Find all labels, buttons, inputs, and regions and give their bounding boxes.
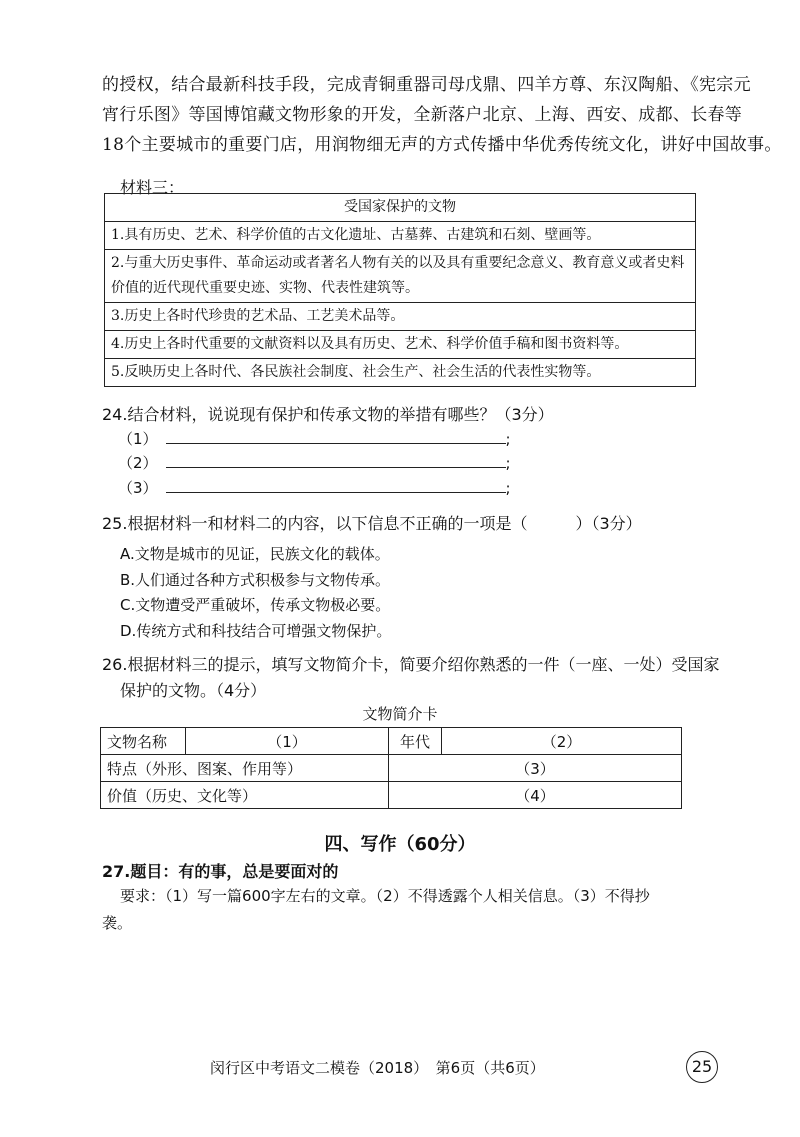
material-3-title: 材料三：	[120, 178, 185, 197]
answer-line-2[interactable]	[118, 452, 511, 473]
paragraph-line-2: 宵行乐图》等国博馆藏文物形象的开发，全新落户北京、上海、西安、成都、长春等	[102, 105, 743, 125]
page-footer: 闵行区中考语文二模卷（2018） 第6页（共6页）	[210, 1059, 545, 1077]
question-26-line-1: 26.根据材料三的提示，填写文物简介卡，简要介绍你熟悉的一件（一座、一处）受国家	[102, 655, 720, 674]
question-27-title: 27.题目：有的事，总是要面对的	[102, 862, 339, 881]
table-row: 3.历史上各时代珍贵的艺术品、工艺美术品等。	[105, 303, 696, 331]
blank-end: ;	[505, 479, 511, 497]
blank-underline	[166, 429, 506, 444]
option-c[interactable]: C.文物遭受严重破坏，传承文物极必要。	[120, 596, 391, 614]
blank-end: ;	[505, 430, 511, 448]
option-d[interactable]: D.传统方式和科技结合可增强文物保护。	[120, 622, 392, 640]
relic-info-card	[100, 727, 682, 809]
paragraph-line-3: 18个主要城市的重要门店，用润物细无声的方式传播中华优秀传统文化，讲好中国故事。	[102, 135, 782, 155]
blank-label: （2）	[118, 454, 158, 472]
question-24: 24.结合材料，说说现有保护和传承文物的举措有哪些？（3分）	[102, 405, 554, 424]
paragraph-line-1: 的授权，结合最新科技手段，完成青铜重器司母戊鼎、四羊方尊、东汉陶船、《宪宗元	[102, 75, 751, 95]
blank-end: ;	[505, 454, 511, 472]
feature-label: 特点（外形、图案、作用等）	[101, 755, 389, 782]
requirements-line-1: 要求：（1）写一篇600字左右的文章。（2）不得透露个人相关信息。（3）不得抄	[120, 887, 650, 905]
name-label: 文物名称	[101, 728, 186, 755]
option-b[interactable]: B.人们通过各种方式积极参与文物传承。	[120, 571, 391, 589]
option-a[interactable]: A.文物是城市的见证，民族文化的载体。	[120, 545, 390, 563]
blank-label: （3）	[118, 479, 158, 497]
question-25: 25.根据材料一和材料二的内容，以下信息不正确的一项是（ ）（3分）	[102, 514, 642, 533]
value-blank[interactable]: （4）	[389, 782, 682, 809]
blank-underline	[166, 478, 506, 493]
section-4-title: 四、写作（60分）	[324, 834, 476, 855]
answer-line-3[interactable]	[118, 477, 511, 498]
answer-line-1[interactable]	[118, 428, 511, 449]
blank-label: （1）	[118, 430, 158, 448]
table-row: 5.反映历史上各时代、各民族社会制度、社会生产、社会生活的代表性实物等。	[105, 359, 696, 387]
page-number-badge: 25	[686, 1051, 718, 1083]
value-label: 价值（历史、文化等）	[101, 782, 389, 809]
feature-blank[interactable]: （3）	[389, 755, 682, 782]
era-blank[interactable]: （2）	[442, 728, 682, 755]
name-blank[interactable]: （1）	[186, 728, 389, 755]
protected-relics-table	[104, 193, 696, 387]
table-head: 受国家保护的文物	[105, 194, 696, 222]
card-title: 文物简介卡	[362, 705, 438, 723]
table-row: 2.与重大历史事件、革命运动或者著名人物有关的以及具有重要纪念意义、教育意义或者史料价值的近代现代重要史迹、实物、代表性建筑等。	[105, 250, 696, 303]
table-row: 1.具有历史、艺术、科学价值的古文化遗址、古墓葬、古建筑和石刻、壁画等。	[105, 222, 696, 250]
era-label: 年代	[389, 728, 442, 755]
question-26-line-2: 保护的文物。（4分）	[120, 681, 267, 700]
requirements-line-2: 袭。	[102, 914, 133, 932]
blank-underline	[166, 453, 506, 468]
table-row: 4.历史上各时代重要的文献资料以及具有历史、艺术、科学价值手稿和图书资料等。	[105, 331, 696, 359]
